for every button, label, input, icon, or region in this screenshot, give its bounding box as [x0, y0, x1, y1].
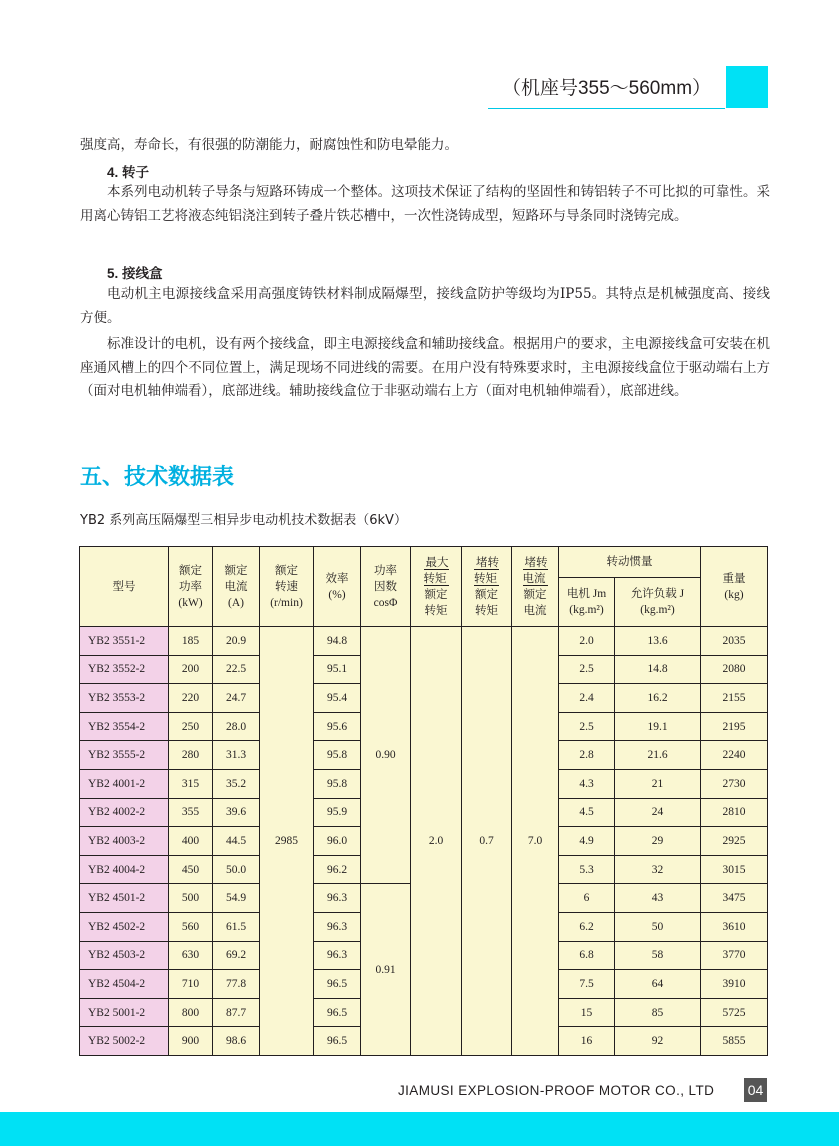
cell-inertia-load: 14.8: [615, 655, 701, 684]
header-accent-block: [726, 66, 768, 108]
cell-inertia-motor: 16: [559, 1027, 615, 1056]
cell-model: YB2 3554-2: [80, 712, 169, 741]
cell-inertia-load: 24: [615, 798, 701, 827]
cell-power: 315: [169, 769, 213, 798]
header-inertia: 转动惯量: [559, 547, 701, 578]
cell-weight: 2035: [701, 627, 768, 656]
cell-efficiency: 95.6: [314, 712, 361, 741]
header-weight: 重量 (kg): [701, 547, 768, 627]
cell-max-torque: 2.0: [411, 627, 462, 1056]
cell-weight: 3770: [701, 941, 768, 970]
cell-efficiency: 96.3: [314, 941, 361, 970]
cell-efficiency: 95.1: [314, 655, 361, 684]
cell-power: 355: [169, 798, 213, 827]
cell-locked-torque: 0.7: [462, 627, 512, 1056]
header-speed: 额定 转速 (r/min): [260, 547, 314, 627]
cell-inertia-motor: 7.5: [559, 970, 615, 999]
cell-power: 500: [169, 884, 213, 913]
footer-bar: [0, 1112, 839, 1146]
header-inertia-motor: 电机 Jm (kg.m²): [559, 578, 615, 627]
cell-inertia-motor: 2.5: [559, 712, 615, 741]
paragraph-terminal-layout: 标准设计的电机，设有两个接线盒，即主电源接线盒和辅助接线盒。根据用户的要求，主电源接线盒可安装在机座通风槽上的四个不同位置上，满足现场不同进线的需要。在用户没有特殊要求时，主电源接线盒位于驱动端右上方（面对电机轴伸端看），底部进线。辅助接线盒位于非驱动端右上方（面对电机轴伸端看），底部进线。: [80, 336, 770, 399]
cell-weight: 2240: [701, 741, 768, 770]
cell-inertia-motor: 15: [559, 998, 615, 1027]
cell-inertia-load: 29: [615, 827, 701, 856]
cell-model: YB2 3555-2: [80, 741, 169, 770]
cell-weight: 3015: [701, 855, 768, 884]
cell-efficiency: 96.5: [314, 998, 361, 1027]
cell-inertia-motor: 4.3: [559, 769, 615, 798]
cell-weight: 2155: [701, 684, 768, 713]
cell-power: 185: [169, 627, 213, 656]
cell-current: 31.3: [213, 741, 260, 770]
footer-company: JIAMUSI EXPLOSION-PROOF MOTOR CO., LTD: [398, 1083, 715, 1098]
header-locked-torque: 堵转 转矩 额定 转矩: [462, 547, 512, 627]
header-model: 型号: [80, 547, 169, 627]
cell-inertia-motor: 4.9: [559, 827, 615, 856]
cell-model: YB2 4504-2: [80, 970, 169, 999]
section-title: 五、技术数据表: [80, 465, 235, 490]
cell-weight: 2730: [701, 769, 768, 798]
cell-power: 400: [169, 827, 213, 856]
cell-current: 22.5: [213, 655, 260, 684]
cell-model: YB2 4503-2: [80, 941, 169, 970]
cell-inertia-load: 92: [615, 1027, 701, 1056]
cell-inertia-load: 58: [615, 941, 701, 970]
cell-efficiency: 96.3: [314, 912, 361, 941]
cell-weight: 2925: [701, 827, 768, 856]
paragraph-terminal-box: 电动机主电源接线盒采用高强度铸铁材料制成隔爆型，接线盒防护等级均为IP55。其特点是机械强度高、接线方便。: [80, 286, 770, 326]
header-inertia-load: 允许负载 J (kg.m²): [615, 578, 701, 627]
header-power-factor: 功率 因数 cosΦ: [361, 547, 411, 627]
cell-model: YB2 5001-2: [80, 998, 169, 1027]
cell-inertia-load: 32: [615, 855, 701, 884]
cell-weight: 5725: [701, 998, 768, 1027]
cell-efficiency: 94.8: [314, 627, 361, 656]
cell-inertia-motor: 2.8: [559, 741, 615, 770]
cell-efficiency: 95.9: [314, 798, 361, 827]
cell-current: 87.7: [213, 998, 260, 1027]
cell-inertia-motor: 6.8: [559, 941, 615, 970]
cell-weight: 2810: [701, 798, 768, 827]
cell-efficiency: 95.4: [314, 684, 361, 713]
cell-power: 220: [169, 684, 213, 713]
cell-inertia-motor: 2.5: [559, 655, 615, 684]
paragraph-rotor: 本系列电动机转子导条与短路环铸成一个整体。这项技术保证了结构的坚固性和铸铝转子不可比拟的可靠性。采用离心铸铝工艺将液态纯铝浇注到转子叠片铁芯槽中，一次性浇铸成型，短路环与导条同时浇铸完成。: [80, 184, 770, 224]
cell-power-factor: 0.91: [361, 884, 411, 1056]
table-body: [80, 627, 768, 1056]
cell-current: 28.0: [213, 712, 260, 741]
cell-inertia-load: 16.2: [615, 684, 701, 713]
cell-efficiency: 95.8: [314, 741, 361, 770]
cell-inertia-load: 85: [615, 998, 701, 1027]
cell-power: 250: [169, 712, 213, 741]
cell-inertia-motor: 6: [559, 884, 615, 913]
cell-speed: 2985: [260, 627, 314, 1056]
cell-efficiency: 96.5: [314, 970, 361, 999]
cell-current: 35.2: [213, 769, 260, 798]
cell-inertia-motor: 2.0: [559, 627, 615, 656]
page-number: 04: [744, 1078, 767, 1102]
cell-inertia-motor: 2.4: [559, 684, 615, 713]
cell-current: 44.5: [213, 827, 260, 856]
subheading-rotor: 4. 转子: [107, 165, 150, 180]
cell-efficiency: 96.3: [314, 884, 361, 913]
cell-efficiency: 96.2: [314, 855, 361, 884]
page-header-title: （机座号355～560mm）: [488, 70, 725, 109]
tech-data-table: [79, 546, 768, 1056]
cell-current: 69.2: [213, 941, 260, 970]
cell-model: YB2 4502-2: [80, 912, 169, 941]
header-efficiency: 效率 (%): [314, 547, 361, 627]
cell-current: 98.6: [213, 1027, 260, 1056]
cell-power: 630: [169, 941, 213, 970]
cell-efficiency: 95.8: [314, 769, 361, 798]
cell-power: 900: [169, 1027, 213, 1056]
cell-power-factor: 0.90: [361, 627, 411, 884]
cell-model: YB2 4002-2: [80, 798, 169, 827]
subheading-terminal-box: 5. 接线盒: [107, 266, 163, 281]
cell-inertia-load: 50: [615, 912, 701, 941]
cell-current: 20.9: [213, 627, 260, 656]
cell-current: 77.8: [213, 970, 260, 999]
cell-efficiency: 96.0: [314, 827, 361, 856]
header-max-torque: 最大 转矩 额定 转矩: [411, 547, 462, 627]
cell-current: 24.7: [213, 684, 260, 713]
cell-power: 560: [169, 912, 213, 941]
cell-inertia-load: 19.1: [615, 712, 701, 741]
header-current: 额定 电流 (A): [213, 547, 260, 627]
cell-inertia-load: 21.6: [615, 741, 701, 770]
cell-weight: 3910: [701, 970, 768, 999]
cell-locked-current: 7.0: [512, 627, 559, 1056]
cell-power: 450: [169, 855, 213, 884]
cell-current: 39.6: [213, 798, 260, 827]
cell-current: 61.5: [213, 912, 260, 941]
cell-weight: 5855: [701, 1027, 768, 1056]
cell-weight: 2195: [701, 712, 768, 741]
cell-model: YB2 3553-2: [80, 684, 169, 713]
cell-model: YB2 4501-2: [80, 884, 169, 913]
cell-power: 280: [169, 741, 213, 770]
cell-model: YB2 5002-2: [80, 1027, 169, 1056]
cell-inertia-motor: 4.5: [559, 798, 615, 827]
cell-model: YB2 4001-2: [80, 769, 169, 798]
cell-inertia-load: 21: [615, 769, 701, 798]
cell-power: 200: [169, 655, 213, 684]
table-caption: YB2 系列高压隔爆型三相异步电动机技术数据表（6kV）: [80, 513, 407, 528]
cell-inertia-load: 13.6: [615, 627, 701, 656]
cell-model: YB2 4003-2: [80, 827, 169, 856]
cell-power: 800: [169, 998, 213, 1027]
cell-inertia-load: 43: [615, 884, 701, 913]
cell-inertia-motor: 6.2: [559, 912, 615, 941]
cell-model: YB2 3551-2: [80, 627, 169, 656]
header-locked-current: 堵转 电流 额定 电流: [512, 547, 559, 627]
cell-weight: 2080: [701, 655, 768, 684]
table-row: [80, 627, 768, 656]
paragraph-1: 强度高，寿命长，有很强的防潮能力，耐腐蚀性和防电晕能力。: [80, 137, 458, 153]
cell-weight: 3610: [701, 912, 768, 941]
cell-power: 710: [169, 970, 213, 999]
cell-inertia-motor: 5.3: [559, 855, 615, 884]
cell-model: YB2 4004-2: [80, 855, 169, 884]
cell-current: 50.0: [213, 855, 260, 884]
cell-current: 54.9: [213, 884, 260, 913]
header-power: 额定 功率 (kW): [169, 547, 213, 627]
cell-weight: 3475: [701, 884, 768, 913]
cell-efficiency: 96.5: [314, 1027, 361, 1056]
cell-inertia-load: 64: [615, 970, 701, 999]
cell-model: YB2 3552-2: [80, 655, 169, 684]
